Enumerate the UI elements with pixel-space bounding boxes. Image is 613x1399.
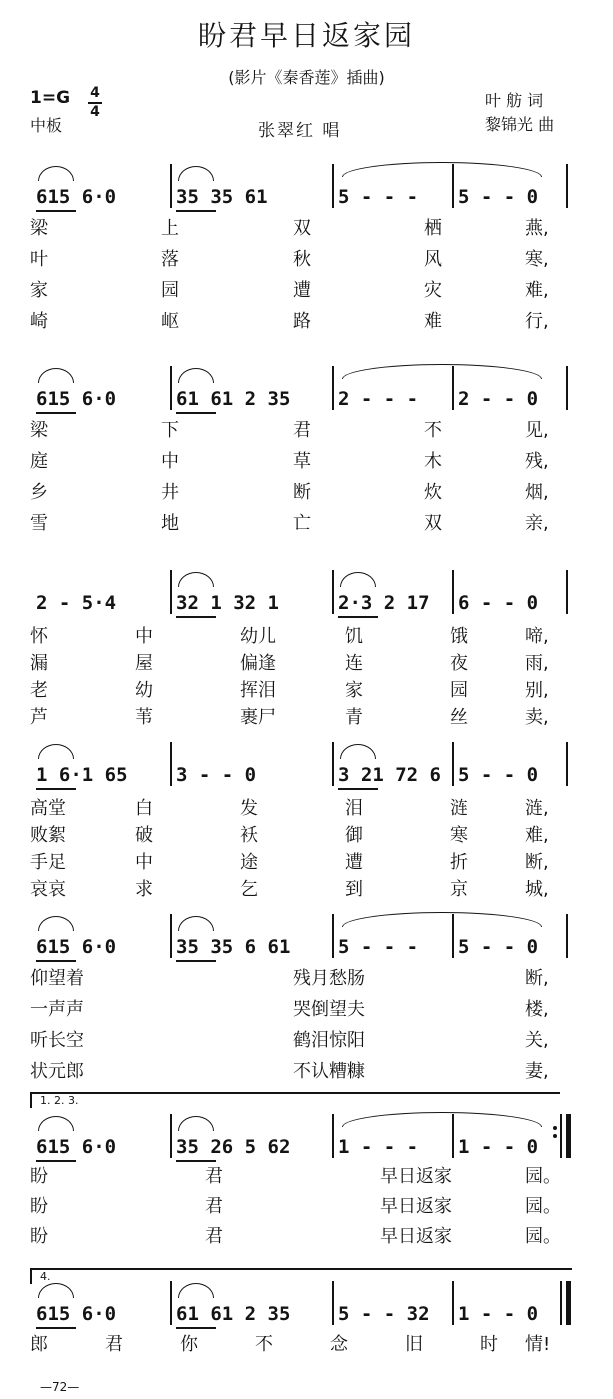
beam-underline bbox=[36, 788, 76, 790]
lyric-word: 雨, bbox=[525, 653, 549, 674]
barline bbox=[170, 1114, 172, 1158]
lyric-word: 高堂 bbox=[30, 798, 66, 819]
lyric-word: 啼, bbox=[525, 626, 549, 647]
lyric-word: 落 bbox=[161, 249, 179, 270]
barline bbox=[332, 1114, 334, 1158]
lyric-row bbox=[0, 214, 613, 242]
lyric-word: 难 bbox=[424, 311, 442, 332]
lyric-word: 岖 bbox=[161, 311, 179, 332]
lyric-word: 遭 bbox=[345, 852, 363, 873]
lyric-word: 白 bbox=[135, 798, 153, 819]
beam-underline bbox=[176, 1327, 216, 1329]
lyric-word: 君 bbox=[105, 1334, 123, 1355]
measure: 5 - - 0 bbox=[458, 186, 539, 208]
barline bbox=[566, 742, 568, 786]
lyric-row bbox=[0, 245, 613, 273]
lyric-word: 饿 bbox=[450, 626, 468, 647]
lyric-word: 盼 bbox=[30, 1226, 48, 1247]
measure: 1 - - 0 bbox=[458, 1136, 539, 1158]
lyric-row bbox=[0, 649, 613, 677]
lyric-word: 残, bbox=[525, 451, 549, 472]
lyric-word: 郎 bbox=[30, 1334, 48, 1355]
volta-bracket bbox=[30, 1092, 560, 1108]
lyric-row bbox=[0, 1330, 613, 1358]
lyric-word: 烟, bbox=[525, 482, 549, 503]
lyric-row bbox=[0, 478, 613, 506]
measure: 3 - - 0 bbox=[176, 764, 257, 786]
lyric-word: 君 bbox=[293, 420, 311, 441]
lyric-word: 城, bbox=[525, 879, 549, 900]
lyric-word: 断, bbox=[525, 852, 549, 873]
lyric-word: 遭 bbox=[293, 280, 311, 301]
lyric-row bbox=[0, 875, 613, 903]
beam-underline bbox=[338, 788, 378, 790]
meter-top: 4 bbox=[90, 85, 100, 101]
lyric-word: 卖, bbox=[525, 707, 549, 728]
lyric-word: 梁 bbox=[30, 218, 48, 239]
lyric-word: 乞 bbox=[240, 879, 258, 900]
lyric-word: 一声声 bbox=[30, 999, 84, 1020]
lyric-word: 不认糟糠 bbox=[293, 1061, 365, 1082]
lyric-word: 盼 bbox=[30, 1166, 48, 1187]
lyric-row bbox=[0, 622, 613, 650]
beam-underline bbox=[338, 616, 378, 618]
measure: 3 21 72 6 bbox=[338, 764, 441, 786]
barline bbox=[560, 1114, 562, 1158]
lyric-word: 关, bbox=[525, 1030, 549, 1051]
measure: 35 35 61 bbox=[176, 186, 268, 208]
lyric-word: 君 bbox=[205, 1196, 223, 1217]
measure: 2 - - - bbox=[338, 388, 419, 410]
slur-mark bbox=[178, 916, 214, 931]
key-signature: 1=G bbox=[30, 88, 71, 108]
slur-mark bbox=[178, 1116, 214, 1131]
slur-mark bbox=[178, 166, 214, 181]
lyric-word: 下 bbox=[161, 420, 179, 441]
lyric-word: 苇 bbox=[135, 707, 153, 728]
lyric-word: 风 bbox=[424, 249, 442, 270]
lyric-word: 炊 bbox=[424, 482, 442, 503]
lyric-word: 漏 bbox=[30, 653, 48, 674]
singer-credit: 张翠红 唱 bbox=[258, 121, 342, 141]
lyric-word: 状元郎 bbox=[30, 1061, 84, 1082]
measure: 61 61 2 35 bbox=[176, 1303, 291, 1325]
lyric-word: 哭倒望夫 bbox=[293, 999, 365, 1020]
lyric-word: 芦 bbox=[30, 707, 48, 728]
lyric-word: 妻, bbox=[525, 1061, 549, 1082]
lyric-row bbox=[0, 821, 613, 849]
beam-underline bbox=[176, 412, 216, 414]
lyric-word: 怀 bbox=[30, 626, 48, 647]
beam-underline bbox=[36, 210, 76, 212]
measure: 615 6·0 bbox=[36, 1303, 117, 1325]
lyric-word: 挥泪 bbox=[240, 680, 276, 701]
time-signature bbox=[88, 86, 102, 120]
barline bbox=[566, 1281, 571, 1325]
lyric-word: 盼 bbox=[30, 1196, 48, 1217]
barline bbox=[170, 366, 172, 410]
composer-credit: 黎锦光 曲 bbox=[485, 115, 555, 134]
lyric-word: 草 bbox=[293, 451, 311, 472]
volta-label: 1. 2. 3. bbox=[40, 1094, 79, 1107]
barline bbox=[170, 164, 172, 208]
beam-underline bbox=[176, 210, 216, 212]
lyric-word: 屋 bbox=[135, 653, 153, 674]
measure: 615 6·0 bbox=[36, 186, 117, 208]
barline bbox=[566, 164, 568, 208]
barline bbox=[566, 1114, 571, 1158]
beam-underline bbox=[36, 412, 76, 414]
lyric-word: 梁 bbox=[30, 420, 48, 441]
lyric-word: 栖 bbox=[424, 218, 442, 239]
lyric-word: 园。 bbox=[525, 1196, 561, 1217]
lyric-word: 燕, bbox=[525, 218, 549, 239]
lyric-row bbox=[0, 848, 613, 876]
page-number: —72— bbox=[40, 1380, 80, 1394]
lyric-word: 求 bbox=[135, 879, 153, 900]
lyric-word: 涟 bbox=[450, 798, 468, 819]
barline bbox=[332, 914, 334, 958]
slur-mark bbox=[38, 368, 74, 383]
barline bbox=[452, 570, 454, 614]
barline bbox=[332, 1281, 334, 1325]
lyric-word: 崎 bbox=[30, 311, 48, 332]
barline bbox=[452, 742, 454, 786]
meter-bottom: 4 bbox=[90, 104, 100, 120]
measure: 1 - - - bbox=[338, 1136, 419, 1158]
measure: 32 1 32 1 bbox=[176, 592, 279, 614]
lyric-word: 早日返家 bbox=[380, 1226, 452, 1247]
lyric-word: 路 bbox=[293, 311, 311, 332]
barline bbox=[170, 570, 172, 614]
beam-underline bbox=[176, 616, 216, 618]
lyric-row bbox=[0, 1026, 613, 1054]
lyric-word: 丝 bbox=[450, 707, 468, 728]
lyric-row bbox=[0, 307, 613, 335]
lyric-word: 中 bbox=[135, 626, 153, 647]
barline bbox=[332, 570, 334, 614]
lyric-word: 家 bbox=[345, 680, 363, 701]
slur-mark bbox=[340, 572, 376, 587]
lyric-word: 涟, bbox=[525, 798, 549, 819]
lyric-word: 听长空 bbox=[30, 1030, 84, 1051]
lyric-row bbox=[0, 276, 613, 304]
lyric-word: 秋 bbox=[293, 249, 311, 270]
lyric-word: 偏逢 bbox=[240, 653, 276, 674]
lyric-word: 早日返家 bbox=[380, 1166, 452, 1187]
lyric-row bbox=[0, 1057, 613, 1085]
slur-mark bbox=[340, 744, 376, 759]
barline bbox=[170, 742, 172, 786]
song-subtitle: (影片《秦香莲》插曲) bbox=[228, 68, 385, 87]
lyric-word: 时 bbox=[480, 1334, 498, 1355]
lyric-word: 饥 bbox=[345, 626, 363, 647]
lyric-word: 寒, bbox=[525, 249, 549, 270]
barline bbox=[560, 1281, 562, 1325]
lyric-word: 园。 bbox=[525, 1166, 561, 1187]
lyric-word: 难, bbox=[525, 825, 549, 846]
lyric-row bbox=[0, 1162, 613, 1190]
measure: 5 - - 32 bbox=[338, 1303, 430, 1325]
slur-mark bbox=[178, 1283, 214, 1298]
lyric-word: 亲, bbox=[525, 513, 549, 534]
lyric-word: 雪 bbox=[30, 513, 48, 534]
measure: 2 - - 0 bbox=[458, 388, 539, 410]
beam-underline bbox=[36, 960, 76, 962]
lyric-word: 断, bbox=[525, 968, 549, 989]
slur-mark bbox=[38, 166, 74, 181]
barline bbox=[170, 914, 172, 958]
beam-underline bbox=[176, 960, 216, 962]
volta-label: 4. bbox=[40, 1270, 51, 1283]
lyric-word: 旧 bbox=[405, 1334, 423, 1355]
measure: 5 - - 0 bbox=[458, 936, 539, 958]
lyric-word: 中 bbox=[135, 852, 153, 873]
lyric-word: 见, bbox=[525, 420, 549, 441]
measure: 61 61 2 35 bbox=[176, 388, 291, 410]
tie-mark bbox=[342, 162, 542, 177]
lyric-word: 老 bbox=[30, 680, 48, 701]
lyric-word: 园 bbox=[161, 280, 179, 301]
lyric-word: 庭 bbox=[30, 451, 48, 472]
lyric-word: 破 bbox=[135, 825, 153, 846]
lyric-word: 裹尸 bbox=[240, 707, 276, 728]
measure: 1 6·1 65 bbox=[36, 764, 128, 786]
lyric-word: 井 bbox=[161, 482, 179, 503]
barline bbox=[566, 914, 568, 958]
lyric-word: 中 bbox=[161, 451, 179, 472]
lyric-word: 双 bbox=[293, 218, 311, 239]
barline bbox=[332, 164, 334, 208]
lyric-word: 地 bbox=[161, 513, 179, 534]
measure: 35 26 5 62 bbox=[176, 1136, 291, 1158]
lyric-row bbox=[0, 416, 613, 444]
measure: 615 6·0 bbox=[36, 936, 117, 958]
slur-mark bbox=[38, 744, 74, 759]
lyric-row bbox=[0, 509, 613, 537]
tempo-marking: 中板 bbox=[30, 116, 63, 135]
lyric-word: 发 bbox=[240, 798, 258, 819]
lyric-row bbox=[0, 794, 613, 822]
measure: 6 - - 0 bbox=[458, 592, 539, 614]
lyric-word: 叶 bbox=[30, 249, 48, 270]
lyric-word: 家 bbox=[30, 280, 48, 301]
lyric-word: 君 bbox=[205, 1166, 223, 1187]
lyric-word: 别, bbox=[525, 680, 549, 701]
lyric-word: 双 bbox=[424, 513, 442, 534]
measure: 2 - 5·4 bbox=[36, 592, 117, 614]
measure: 615 6·0 bbox=[36, 388, 117, 410]
song-title: 盼君早日返家园 bbox=[197, 19, 415, 52]
lyric-row bbox=[0, 703, 613, 731]
barline bbox=[452, 1281, 454, 1325]
lyric-word: 鹤泪惊阳 bbox=[293, 1030, 365, 1051]
lyricist-credit: 叶 舫 词 bbox=[485, 91, 544, 110]
lyric-word: 夜 bbox=[450, 653, 468, 674]
lyric-row bbox=[0, 447, 613, 475]
barline bbox=[170, 1281, 172, 1325]
barline bbox=[332, 742, 334, 786]
lyric-word: 你 bbox=[180, 1334, 198, 1355]
measure: 5 - - - bbox=[338, 186, 419, 208]
lyric-word: 情! bbox=[525, 1334, 551, 1355]
measure: 615 6·0 bbox=[36, 1136, 117, 1158]
lyric-word: 幼儿 bbox=[240, 626, 276, 647]
lyric-word: 园。 bbox=[525, 1226, 561, 1247]
barline bbox=[566, 570, 568, 614]
measure: 1 - - 0 bbox=[458, 1303, 539, 1325]
lyric-row bbox=[0, 1222, 613, 1250]
lyric-word: 亡 bbox=[293, 513, 311, 534]
lyric-word: 残月愁肠 bbox=[293, 968, 365, 989]
lyric-word: 仰望着 bbox=[30, 968, 84, 989]
lyric-row bbox=[0, 1192, 613, 1220]
lyric-word: 寒 bbox=[450, 825, 468, 846]
slur-mark bbox=[38, 1116, 74, 1131]
lyric-row bbox=[0, 676, 613, 704]
lyric-word: 败絮 bbox=[30, 825, 66, 846]
lyric-word: 园 bbox=[450, 680, 468, 701]
beam-underline bbox=[36, 1327, 76, 1329]
lyric-row bbox=[0, 964, 613, 992]
lyric-word: 难, bbox=[525, 280, 549, 301]
lyric-word: 木 bbox=[424, 451, 442, 472]
barline bbox=[566, 366, 568, 410]
lyric-word: 君 bbox=[205, 1226, 223, 1247]
lyric-word: 不 bbox=[424, 420, 442, 441]
tie-mark bbox=[342, 1112, 542, 1127]
lyric-row bbox=[0, 995, 613, 1023]
slur-mark bbox=[38, 916, 74, 931]
lyric-word: 乡 bbox=[30, 482, 48, 503]
lyric-word: 不 bbox=[255, 1334, 273, 1355]
lyric-word: 念 bbox=[330, 1334, 348, 1355]
tie-mark bbox=[342, 364, 542, 379]
measure: 35 35 6 61 bbox=[176, 936, 291, 958]
lyric-word: 灾 bbox=[424, 280, 442, 301]
lyric-word: 袄 bbox=[240, 825, 258, 846]
lyric-word: 早日返家 bbox=[380, 1196, 452, 1217]
lyric-word: 折 bbox=[450, 852, 468, 873]
barline bbox=[332, 366, 334, 410]
volta-bracket bbox=[30, 1268, 572, 1284]
lyric-word: 楼, bbox=[525, 999, 549, 1020]
lyric-word: 连 bbox=[345, 653, 363, 674]
lyric-word: 到 bbox=[345, 879, 363, 900]
tie-mark bbox=[342, 912, 542, 927]
slur-mark bbox=[38, 1283, 74, 1298]
lyric-word: 青 bbox=[345, 707, 363, 728]
slur-mark bbox=[178, 368, 214, 383]
lyric-word: 京 bbox=[450, 879, 468, 900]
measure: 2·3 2 17 bbox=[338, 592, 430, 614]
measure: 5 - - - bbox=[338, 936, 419, 958]
lyric-word: 上 bbox=[161, 218, 179, 239]
lyric-word: 幼 bbox=[135, 680, 153, 701]
slur-mark bbox=[178, 572, 214, 587]
lyric-word: 途 bbox=[240, 852, 258, 873]
lyric-word: 断 bbox=[293, 482, 311, 503]
lyric-word: 御 bbox=[345, 825, 363, 846]
lyric-word: 泪 bbox=[345, 798, 363, 819]
lyric-word: 手足 bbox=[30, 852, 66, 873]
measure: 5 - - 0 bbox=[458, 764, 539, 786]
lyric-word: 哀哀 bbox=[30, 879, 66, 900]
lyric-word: 行, bbox=[525, 311, 549, 332]
